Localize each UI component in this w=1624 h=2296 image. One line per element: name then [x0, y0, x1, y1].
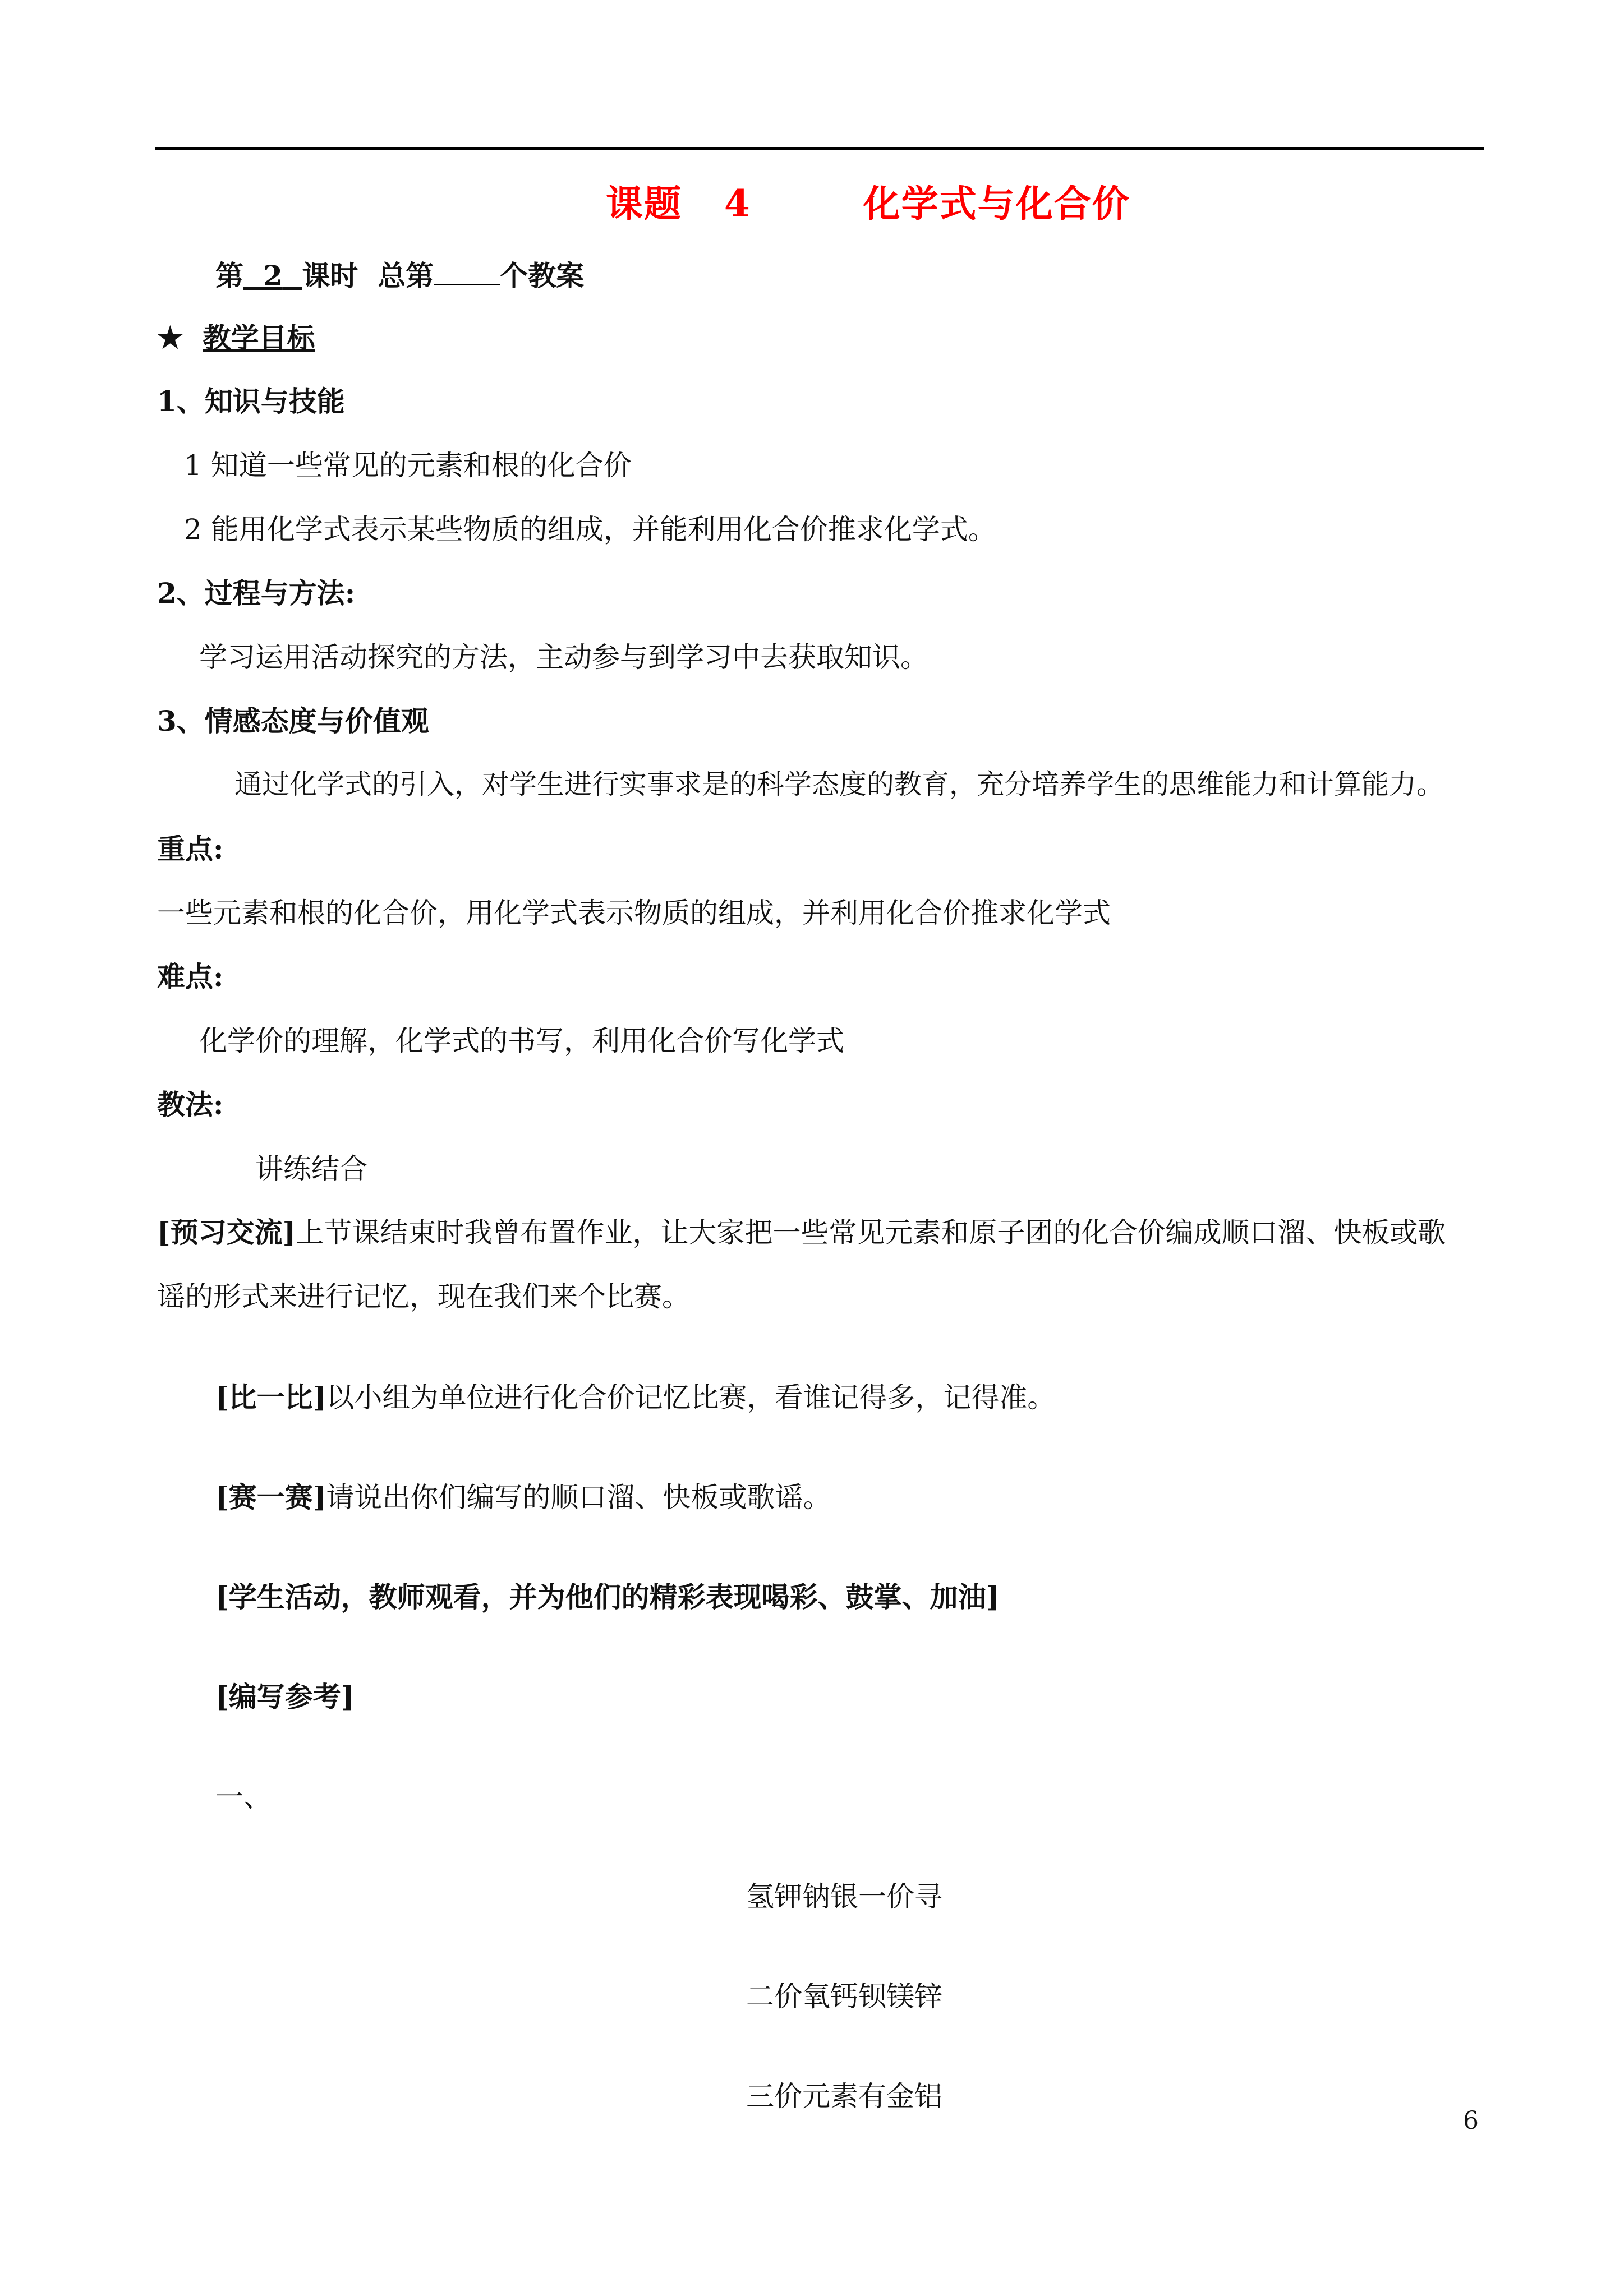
preview-tag: [预习交流] [157, 1216, 296, 1249]
contest-line [215, 1481, 831, 1514]
contest-tag: [赛一赛] [215, 1481, 326, 1514]
key-points-heading: 重点: [157, 832, 224, 865]
list-marker: 一、 [215, 1781, 272, 1813]
method-heading: 教法: [157, 1088, 224, 1121]
key-points-text: 一些元素和根的化合价，用化学式表示物质的组成，并利用化合价推求化学式 [157, 897, 1111, 929]
activity-note: [学生活动，教师观看，并为他们的精彩表现喝彩、鼓掌、加油] [215, 1580, 1000, 1613]
star-icon: ★ [157, 321, 183, 355]
lesson-middle: 课时 总第 [302, 259, 434, 292]
lesson-suffix: 个教案 [500, 259, 585, 292]
section-2-heading: 2、过程与方法: [157, 577, 356, 610]
section-3-text: 通过化学式的引入，对学生进行实事求是的科学态度的教育，充分培养学生的思维能力和计算能力。 [234, 768, 1444, 800]
section-3-heading: 3、情感态度与价值观 [157, 704, 429, 737]
rhyme-line: 三价元素有金铝 [746, 2080, 942, 2113]
section-1-item: 2 能用化学式表示某些物质的组成，并能利用化合价推求化学式。 [184, 513, 996, 546]
difficulty-heading: 难点: [157, 960, 224, 993]
header-rule [155, 147, 1484, 150]
difficulty-text: 化学价的理解，化学式的书写，利用化合价写化学式 [199, 1025, 844, 1057]
section-2-text: 学习运用活动探究的方法，主动参与到学习中去获取知识。 [199, 641, 928, 674]
contest-text: 请说出你们编写的顺口溜、快板或歌谣。 [326, 1481, 831, 1514]
method-text: 讲练结合 [255, 1152, 367, 1185]
objectives-heading [157, 321, 315, 356]
compare-text: 以小组为单位进行化合价记忆比赛，看谁记得多，记得准。 [326, 1381, 1056, 1414]
rhyme-line: 氢钾钠银一价寻 [746, 1880, 942, 1913]
total-blank [434, 257, 500, 285]
compare-tag: [比一比] [215, 1381, 326, 1414]
lesson-number [243, 259, 302, 292]
lesson-prefix: 第 [215, 259, 243, 292]
compare-line [215, 1381, 1055, 1414]
rhyme-line: 二价氧钙钡镁锌 [746, 1980, 942, 2013]
preview-line-2: 谣的形式来进行记忆，现在我们来个比赛。 [157, 1280, 690, 1313]
section-1-item: 1 知道一些常见的元素和根的化合价 [184, 449, 632, 482]
lesson-info [215, 257, 584, 293]
page-number: 6 [1463, 2106, 1479, 2135]
section-1-heading: 1、知识与技能 [157, 385, 345, 418]
reference-heading: [编写参考] [215, 1680, 355, 1713]
page-title: 课题 4 化学式与化合价 [606, 182, 1130, 225]
preview-text: 上节课结束时我曾布置作业，让大家把一些常见元素和原子团的化合价编成顺口溜、快板或歌 [296, 1216, 1446, 1249]
lesson-number-value: 2 [263, 259, 283, 292]
preview-line-1 [157, 1216, 1446, 1250]
objectives-label: 教学目标 [203, 321, 315, 354]
